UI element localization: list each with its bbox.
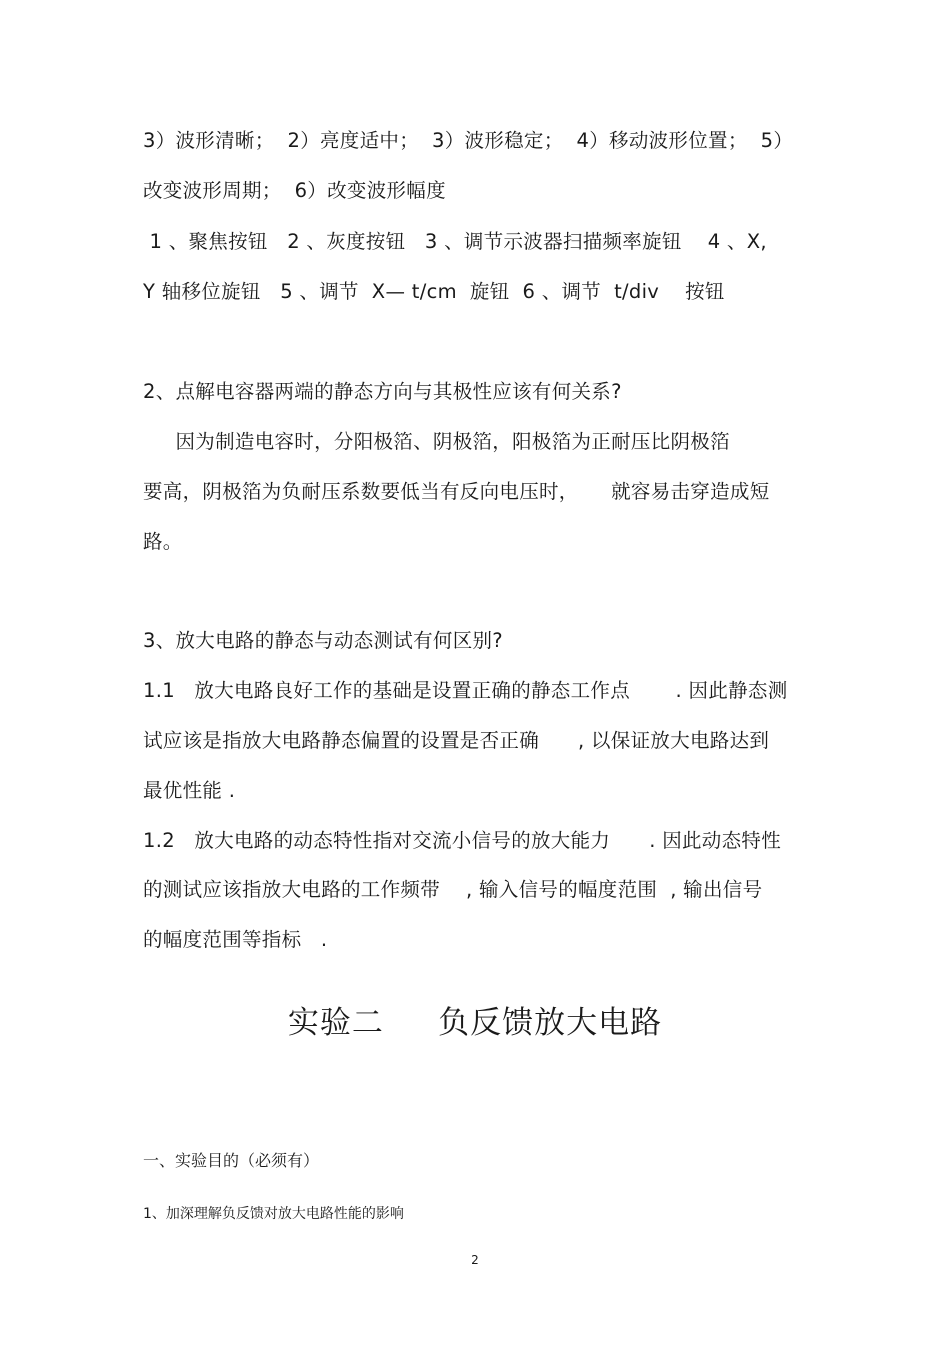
answer-line: 试应该是指放大电路静态偏置的设置是否正确 , 以保证放大电路达到 xyxy=(143,729,770,752)
answer-line: 1.1 放大电路良好工作的基础是设置正确的静态工作点 . 因此静态测 xyxy=(143,679,788,702)
answer-line: 1.2 放大电路的动态特性指对交流小信号的放大能力 . 因此动态特性 xyxy=(143,829,781,852)
answer-line: 的幅度范围等指标 . xyxy=(143,928,328,951)
experiment-title: 实验二 负反馈放大电路 xyxy=(287,1005,663,1041)
answer-line: 路。 xyxy=(143,530,183,553)
answer-line: 1 、聚焦按钮 2 、灰度按钮 3 、调节示波器扫描频率旋钮 4 、X, xyxy=(143,230,767,253)
answer-line: 要高，阴极箔为负耐压系数要低当有反向电压时， 就容易击穿造成短 xyxy=(143,480,770,503)
answer-line: 改变波形周期； 6）改变波形幅度 xyxy=(143,179,446,202)
page-number: 2 xyxy=(471,1253,479,1267)
answer-line: 最优性能 . xyxy=(143,779,236,802)
answer-line: 因为制造电容时，分阳极箔、阴极箔，阳极箔为正耐压比阴极箔 xyxy=(143,430,730,453)
answer-line: 的测试应该指放大电路的工作频带 , 输入信号的幅度范围 , 输出信号 xyxy=(143,878,763,901)
question-heading: 3、放大电路的静态与动态测试有何区别? xyxy=(143,629,503,652)
answer-line: Y 轴移位旋钮 5 、调节 X— t/cm 旋钮 6 、调节 t/div 按钮 xyxy=(143,280,725,303)
answer-line: 3）波形清晰； 2）亮度适中； 3）波形稳定； 4）移动波形位置； 5） xyxy=(143,129,794,152)
section-heading: 一、实验目的（必须有） xyxy=(143,1151,320,1170)
list-item: 1、加深理解负反馈对放大电路性能的影响 xyxy=(143,1206,404,1222)
question-heading: 2、点解电容器两端的静态方向与其极性应该有何关系? xyxy=(143,380,622,403)
